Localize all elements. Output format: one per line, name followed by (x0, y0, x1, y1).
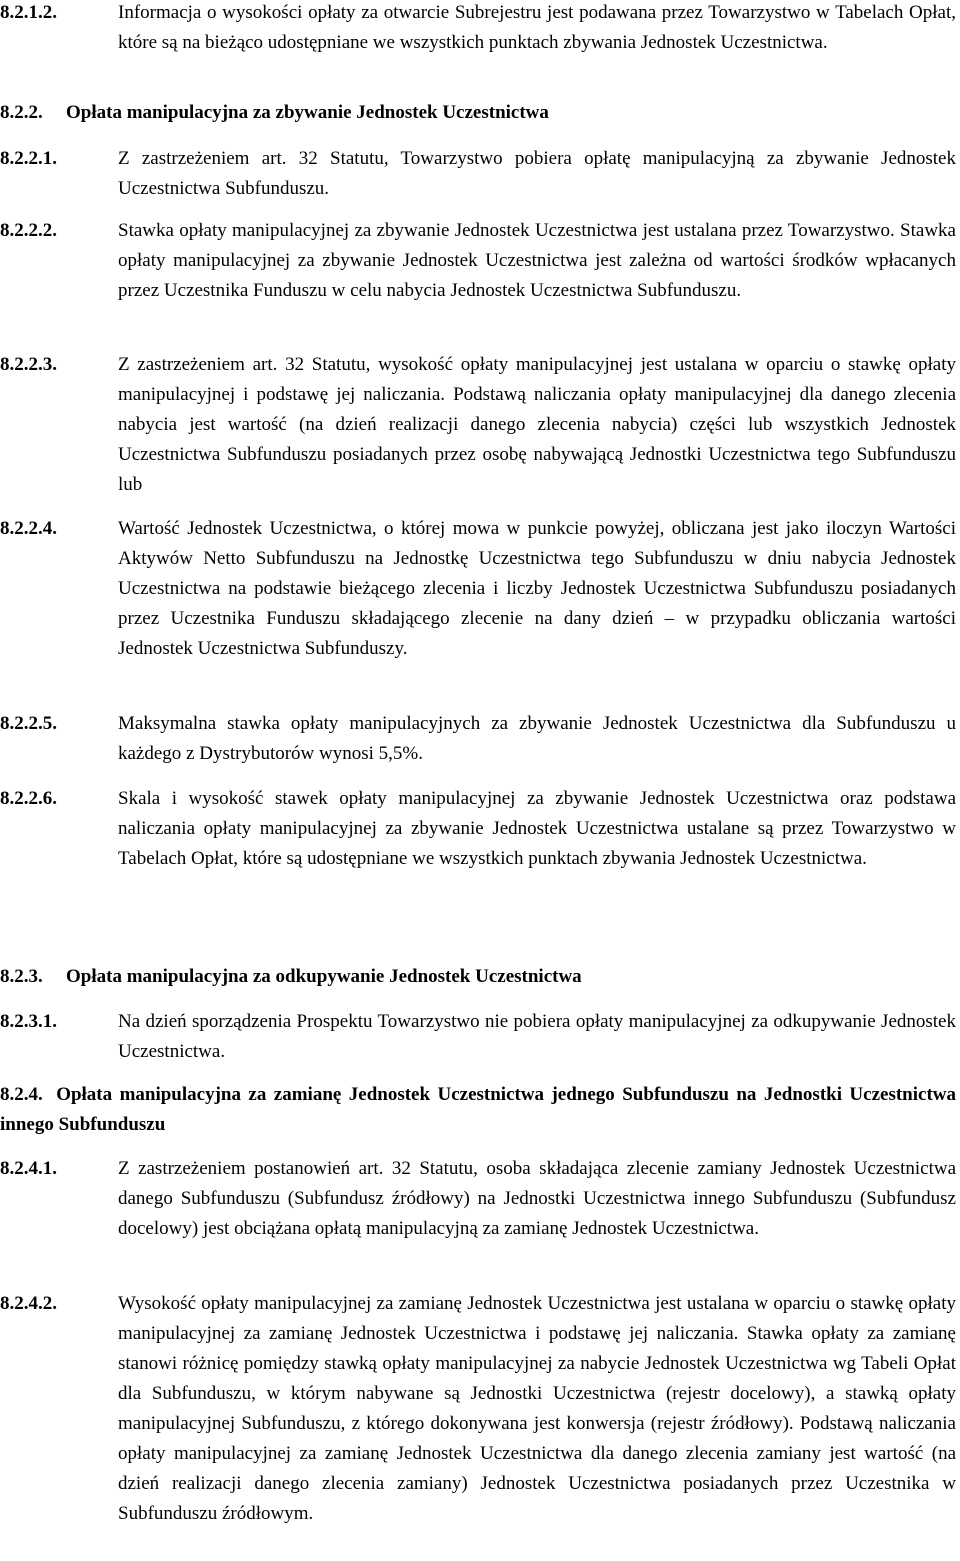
paragraph-text: Maksymalna stawka opłaty manipulacyjnych za zbywanie Jednostek Uczestnictwa dla Subfunduszu u każdego z Dystrybutorów wynosi 5,5%. (118, 713, 956, 764)
paragraph-text: Z zastrzeżeniem postanowień art. 32 Statutu, osoba składająca zlecenie zamiany Jednostek Uczestnictwa danego Subfunduszu (Subfundusz źródłowy) na Jednostki Uczestnictwa innego Subfunduszu (Subfundusz docelowy) jest obciążana opłatą manipulacyjną za zamianę Jednostek Uczestnictwa. (118, 1158, 956, 1239)
paragraph-text: Skala i wysokość stawek opłaty manipulacyjnej za zbywanie Jednostek Uczestnictwa oraz podstawa naliczania opłaty manipulacyjnej za zbywanie Jednostek Uczestnictwa ustalane są przez Towarzystwo w Tabelach Opłat, które są udostępniane we wszystkich punktach zbywania Jednostek Uczestnictwa. (118, 788, 956, 869)
paragraph-number: 8.2.4.1. (0, 1158, 57, 1179)
paragraph-text: Z zastrzeżeniem art. 32 Statutu, wysokość opłaty manipulacyjnej jest ustalana w oparciu o stawkę opłaty manipulacyjnej i podstawę jej naliczania. Podstawą naliczania opłaty manipulacyjnej dla danego zlecenia nabycia jest wartość (na dzień realizacji danego zlecenia nabycia) części lub wszystkich Jednostek Uczestnictwa Subfunduszu posiadanych przez osobę nabywającą Jednostki Uczestnictwa tego Subfunduszu lub (118, 354, 956, 495)
paragraph-number: 8.2.1.2. (0, 2, 57, 23)
paragraph-text: Na dzień sporządzenia Prospektu Towarzystwo nie pobiera opłaty manipulacyjnej za odkupywanie Jednostek Uczestnictwa. (118, 1011, 956, 1062)
paragraph-text: Informacja o wysokości opłaty za otwarcie Subrejestru jest podawana przez Towarzystwo w Tabelach Opłat, które są na bieżąco udostępniane we wszystkich punktach zbywania Jednostek Uczestnictwa. (118, 2, 956, 53)
heading-text: Opłata manipulacyjna za zbywanie Jednostek Uczestnictwa (66, 102, 549, 123)
heading-number: 8.2.3. (0, 966, 43, 987)
paragraph-number: 8.2.2.2. (0, 220, 57, 241)
paragraph-number: 8.2.2.6. (0, 788, 57, 809)
heading-text: Opłata manipulacyjna za odkupywanie Jednostek Uczestnictwa (66, 966, 582, 987)
heading-text: Opłata manipulacyjna za zamianę Jednostek Uczestnictwa jednego Subfunduszu na Jednostki Uczestnictwa innego Subfunduszu (0, 1084, 956, 1135)
paragraph-number: 8.2.4.2. (0, 1293, 57, 1314)
paragraph-number: 8.2.2.3. (0, 354, 57, 375)
paragraph-number: 8.2.2.1. (0, 148, 57, 169)
paragraph-number: 8.2.3.1. (0, 1011, 57, 1032)
heading-number: 8.2.2. (0, 102, 43, 123)
paragraph-number: 8.2.2.5. (0, 713, 57, 734)
paragraph-text: Wartość Jednostek Uczestnictwa, o której mowa w punkcie powyżej, obliczana jest jako iloczyn Wartości Aktywów Netto Subfunduszu na Jednostkę Uczestnictwa tego Subfunduszu w dniu nabycia Jednostek Uczestnictwa na podstawie bieżącego zlecenia i liczby Jednostek Uczestnictwa Subfunduszu posiadanych przez Uczestnika Funduszu składającego zlecenie na dany dzień – w przypadku obliczania wartości Jednostek Uczestnictwa Subfunduszy. (118, 518, 956, 659)
paragraph-text: Z zastrzeżeniem art. 32 Statutu, Towarzystwo pobiera opłatę manipulacyjną za zbywanie Jednostek Uczestnictwa Subfunduszu. (118, 148, 956, 199)
paragraph-text: Stawka opłaty manipulacyjnej za zbywanie Jednostek Uczestnictwa jest ustalana przez Towarzystwo. Stawka opłaty manipulacyjnej za zbywanie Jednostek Uczestnictwa jest zależna od wartości środków wpłacanych przez Uczestnika Funduszu w celu nabycia Jednostek Uczestnictwa Subfunduszu. (118, 220, 956, 301)
heading-wrap (0, 1080, 956, 1140)
paragraph-text: Wysokość opłaty manipulacyjnej za zamianę Jednostek Uczestnictwa jest ustalana w oparciu o stawkę opłaty manipulacyjnej za zamianę Jednostek Uczestnictwa i podstawę jej naliczania. Stawka opłaty za zamianę stanowi różnicę pomiędzy stawką opłaty manipulacyjnej za nabycie Jednostek Uczestnictwa wg Tabeli Opłat dla Subfunduszu, w którym nabywane są Jednostki Uczestnictwa (rejestr docelowy), a stawką opłaty manipulacyjnej Subfunduszu, z którego dokonywana jest konwersja (rejestr źródłowy). Podstawą naliczania opłaty manipulacyjnej za zamianę Jednostek Uczestnictwa dla danego zlecenia zamiany jest wartość (na dzień realizacji danego zlecenia zamiany) Jednostek Uczestnictwa posiadanych przez Uczestnika w Subfunduszu źródłowym. (118, 1293, 956, 1524)
paragraph-number: 8.2.2.4. (0, 518, 57, 539)
heading-number: 8.2.4. (0, 1084, 43, 1105)
